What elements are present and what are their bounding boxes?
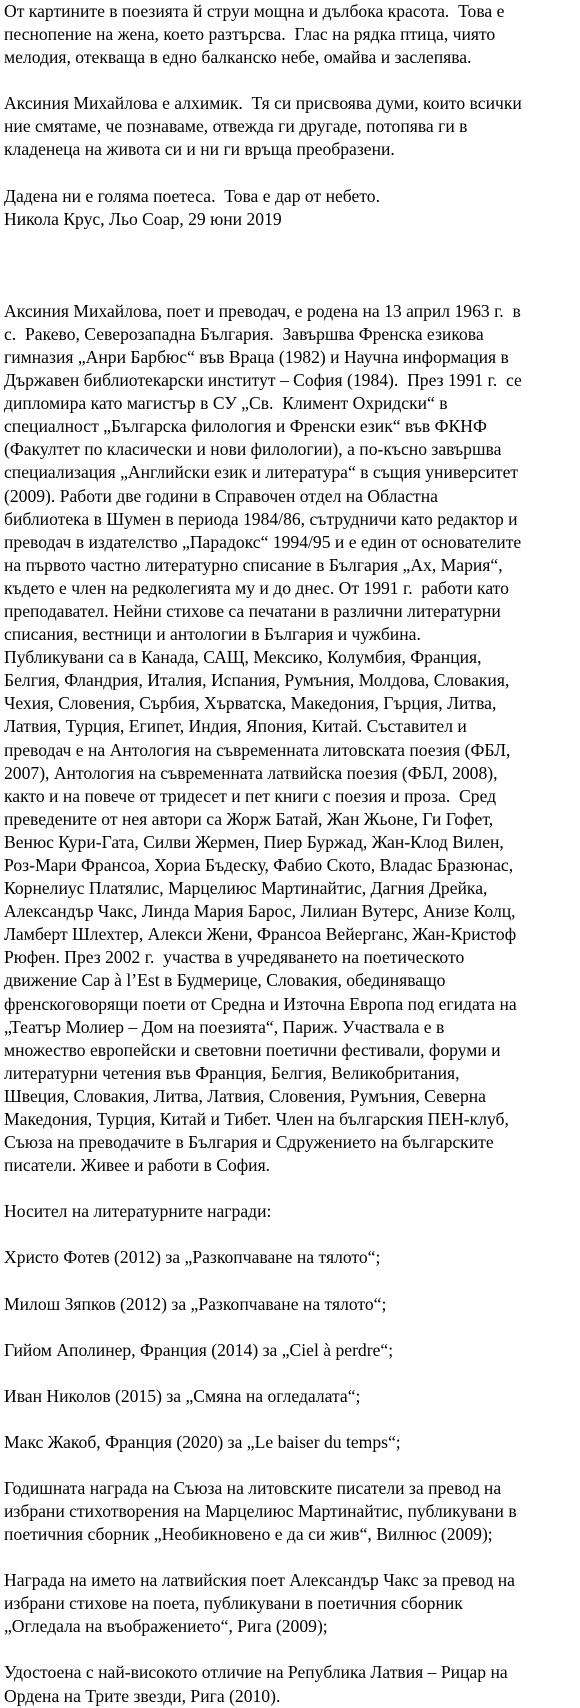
text-line: списания, вестници и антологии в България и чужбина. xyxy=(4,624,421,645)
text-line: където е член на редколегията му и до днес. От 1991 г. работи като xyxy=(4,577,509,598)
text-line: избрани стихотворения на Марцелиюс Мартинайтис, публикувани в xyxy=(4,1500,517,1521)
text-line: Дадена ни е голяма поетеса. Това е дар от небето. xyxy=(4,185,380,206)
text-line: Иван Николов (2015) за „Смяна на огледалата“; xyxy=(4,1385,361,1406)
award-item xyxy=(4,1246,580,1269)
text-line: писатели. Живее и работи в София. xyxy=(4,1155,271,1176)
text-line: гимназия „Анри Барбюс“ във Враца (1982) и Научна информация в xyxy=(4,346,509,367)
paragraph-gap xyxy=(4,1270,580,1293)
text-line: преводач в издателство „Парадокс“ 1994/95 и е един от основателите xyxy=(4,531,522,552)
text-line: Швеция, Словакия, Литва, Латвия, Словения, Румъния, Северна xyxy=(4,1085,486,1106)
award-item xyxy=(4,1661,580,1707)
text-line: Аксиния Михайлова е алхимик. Тя си присвоява думи, които всички xyxy=(4,93,522,114)
text-line: „Огледала на въображението“, Рига (2009); xyxy=(4,1616,328,1637)
text-line: Христо Фотев (2012) за „Разкопчаване на тялото“; xyxy=(4,1247,381,1268)
text-line: Рюфен. През 2002 г. участва в учредяването на поетическото xyxy=(4,947,465,968)
text-line: Годишната награда на Съюза на литовските писатели за превод на xyxy=(4,1477,502,1498)
paragraph-gap xyxy=(4,1316,580,1339)
text-line: кладенеца на живота си и ни ги връща преобразени. xyxy=(4,139,395,160)
quote-attribution: Никола Крус, Льо Соар, 29 юни 2019 xyxy=(4,208,282,229)
quote-paragraph-3 xyxy=(4,185,580,231)
text-line: Латвия, Турция, Египет, Индия, Япония, Китай. Съставител и xyxy=(4,716,467,737)
text-line: Чехия, Словения, Сърбия, Хърватска, Македония, Гърция, Литва, xyxy=(4,693,497,714)
award-item xyxy=(4,1569,580,1638)
paragraph-gap xyxy=(4,1177,580,1200)
text-line: (Факултет по класически и нови филологии), а по-късно завършва xyxy=(4,439,502,460)
text-line: Публикувани са в Канада, САЩ, Мексико, Колумбия, Франция, xyxy=(4,647,482,668)
paragraph-gap xyxy=(4,1362,580,1385)
quote-paragraph-1 xyxy=(4,0,580,69)
text-line: специализация „Английски език и литература“ в същия университет xyxy=(4,462,519,483)
text-line: преведените от нея автори са Жорж Батай, Жан Жьоне, Ги Гофет, xyxy=(4,808,494,829)
text-line: на първото частно литературно списание в България „Ах, Мария“, xyxy=(4,554,503,575)
award-item xyxy=(4,1339,580,1362)
paragraph-gap xyxy=(4,1638,580,1661)
text-line: Съюза на преводачите в България и Сдружението на българските xyxy=(4,1132,494,1153)
text-line: Белгия, Фландрия, Италия, Испания, Румъния, Молдова, Словакия, xyxy=(4,670,510,691)
text-line: литературни четения във Франция, Белгия, Великобритания, xyxy=(4,1062,460,1083)
text-line: Ламберт Шлехтер, Алекси Жени, Франсоа Вейерганс, Жан-Кристоф xyxy=(4,924,517,945)
text-line: Венюс Кури-Гата, Силви Жермен, Пиер Буржад, Жан-Клод Вилен, xyxy=(4,831,504,852)
paragraph-gap xyxy=(4,1454,580,1477)
text-line: с. Ракево, Северозападна България. Завършва Френска езикова xyxy=(4,323,484,344)
text-line: Награда на името на латвийския поет Александър Чакс за превод на xyxy=(4,1570,515,1591)
award-item xyxy=(4,1477,580,1546)
text-line: Македония, Турция, Китай и Тибет. Член на българския ПЕН-клуб, xyxy=(4,1109,509,1130)
quote-paragraph-2 xyxy=(4,92,580,161)
text-line: движение Cap à l’Est в Будмерице, Словакия, обединяващо xyxy=(4,970,446,991)
text-line: Държавен библиотекарски институт – София (1984). През 1991 г. се xyxy=(4,370,522,391)
text-line: преводач е на Антология на съвременната литовската поезия (ФБЛ, xyxy=(4,739,511,760)
awards-heading: Носител на литературните награди: xyxy=(4,1201,272,1222)
text-line: избрани стихове на поета, публикувани в поетичния сборник xyxy=(4,1593,463,1614)
text-line: 2007), Антология на съвременната латвийска поезия (ФБЛ, 2008), xyxy=(4,762,498,783)
paragraph-gap xyxy=(4,1546,580,1569)
text-line: „Театър Молиер – Дом на поезията“, Париж. Участвала е в xyxy=(4,1016,445,1037)
award-item xyxy=(4,1431,580,1454)
paragraph-gap xyxy=(4,69,580,92)
paragraph-gap xyxy=(4,162,580,185)
text-line: дипломира като магистър в СУ „Св. Климент Охридски“ в xyxy=(4,393,448,414)
text-line: преподавател. Нейни стихове са печатани в различни литературни xyxy=(4,600,501,621)
text-line: Удостоена с най-високото отличие на Република Латвия – Рицар на xyxy=(4,1662,508,1683)
text-line: От картините в поезията й струи мощна и дълбока красота. Това е xyxy=(4,1,505,21)
text-line: поетичния сборник „Необикновено е да си жив“, Вилнюс (2009); xyxy=(4,1524,493,1545)
text-line: както и на повече от тридесет и пет книги с поезия и проза. Сред xyxy=(4,785,497,806)
text-line: множество европейски и световни поетични фестивали, форуми и xyxy=(4,1039,501,1060)
text-line: Роз-Мари Франсоа, Хориа Бъдеску, Фабио Ското, Владас Бразюнас, xyxy=(4,855,514,875)
text-line: (2009). Работи две години в Справочен отдел на Областна xyxy=(4,485,438,506)
text-line: мелодия, отекваща в едно балканско небе, омайва и заслепява. xyxy=(4,47,472,68)
award-item xyxy=(4,1385,580,1408)
text-line: Милош Зяпков (2012) за „Разкопчаване на тялото“; xyxy=(4,1293,387,1314)
text-line: Корнелиус Платялис, Марцелиюс Мартинайтис, Дагния Дрейка, xyxy=(4,878,488,899)
paragraph-gap xyxy=(4,1223,580,1246)
award-item xyxy=(4,1293,580,1316)
biography xyxy=(4,300,580,1178)
text-line: Аксиния Михайлова, поет и преводач, е родена на 13 април 1963 г. в xyxy=(4,300,521,321)
text-line: библиотека в Шумен в периода 1984/86, сътрудничи като редактор и xyxy=(4,508,518,529)
text-line: песнопение на жена, което разтърсва. Глас на рядка птица, чиято xyxy=(4,24,496,45)
text-line: Макс Жакоб, Франция (2020) за „Le baiser du temps“; xyxy=(4,1431,401,1452)
text-line: ние смятаме, че познаваме, отвежда ги другаде, потопява ги в xyxy=(4,116,468,137)
text-line: специалност „Българска филология и Френски език“ във ФКНФ xyxy=(4,416,487,437)
text-line: Ордена на Трите звезди, Рига (2010). xyxy=(4,1685,281,1706)
section-gap xyxy=(4,231,580,300)
paragraph-gap xyxy=(4,1408,580,1431)
text-line: Гийом Аполинер, Франция (2014) за „Ciel à perdre“; xyxy=(4,1339,394,1360)
text-line: Александър Чакс, Линда Мария Барос, Лилиан Вутерс, Анизе Колц, xyxy=(4,901,516,922)
text-line: френскоговорящи поети от Средна и Източна Европа под егидата на xyxy=(4,993,517,1014)
